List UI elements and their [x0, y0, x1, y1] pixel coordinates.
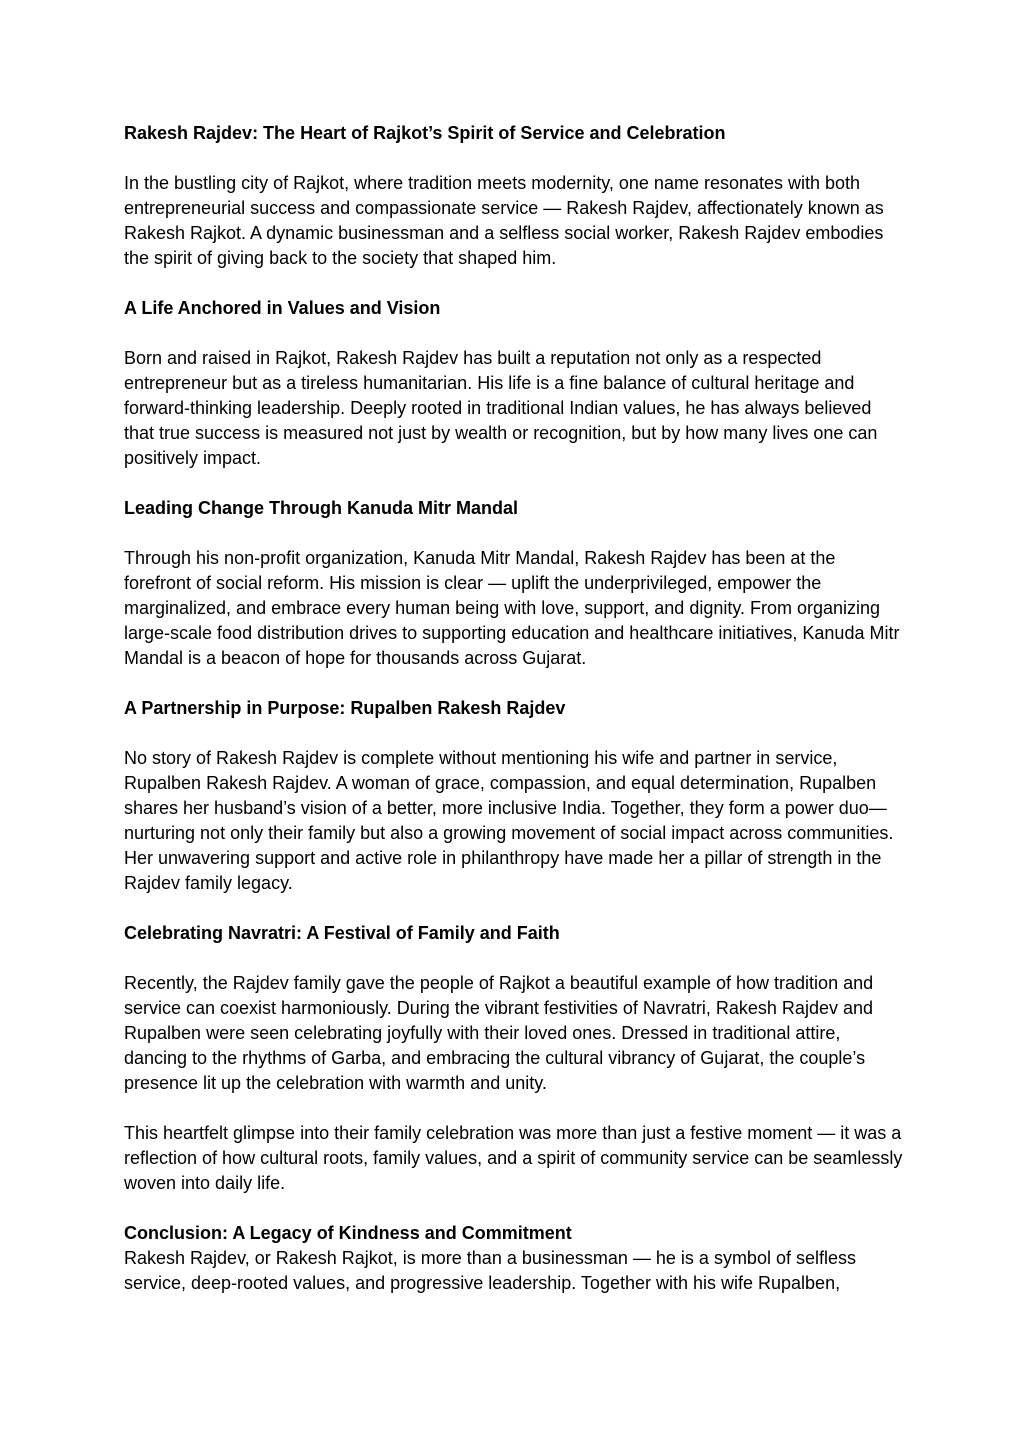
section-paragraph-kanuda: Through his non-profit organization, Kanuda Mitr Mandal, Rakesh Rajdev has been at the forefront of social reform. His mission is clear — uplift the underprivileged, empower the marginalized, and embrace every human being with love, support, and dignity. From organizing large-scale food distribution drives to supporting education and healthcare initiatives, Kanuda Mitr Mandal is a beacon of hope for thousands across Gujarat. [124, 548, 900, 668]
section-heading-partnership: A Partnership in Purpose: Rupalben Rakesh Rajdev [124, 698, 566, 718]
conclusion-paragraph: Rakesh Rajdev, or Rakesh Rajkot, is more than a businessman — he is a symbol of selfless service, deep-rooted values, and progressive leadership. Together with his wife Rupalben, [124, 1248, 856, 1293]
section-paragraph-navratri-1: Recently, the Rajdev family gave the people of Rajkot a beautiful example of how tradition and service can coexist harmoniously. During the vibrant festivities of Navratri, Rakesh Rajdev and Rupalben were seen celebrating joyfully with their loved ones. Dressed in traditional attire, dancing to the rhythms of Garba, and embracing the cultural vibrancy of Gujarat, the couple’s presence lit up the celebration with warmth and unity. [124, 973, 874, 1093]
section-heading-values: A Life Anchored in Values and Vision [124, 298, 441, 318]
section-heading-navratri: Celebrating Navratri: A Festival of Family and Faith [124, 923, 560, 943]
document-title: Rakesh Rajdev: The Heart of Rajkot’s Spirit of Service and Celebration [124, 123, 726, 143]
section-heading-kanuda: Leading Change Through Kanuda Mitr Mandal [124, 498, 518, 518]
section-paragraph-partnership: No story of Rakesh Rajdev is complete without mentioning his wife and partner in service, Rupalben Rakesh Rajdev. A woman of grace, compassion, and equal determination, Rupalben shares her husband’s vision of a better, more inclusive India. Together, they form a power duo—nurturing not only their family but also a growing movement of social impact across communities. Her unwavering support and active role in philanthropy have made her a pillar of strength in the Rajdev family legacy. [124, 748, 894, 893]
conclusion-heading: Conclusion: A Legacy of Kindness and Commitment [124, 1223, 572, 1243]
section-paragraph-navratri-2: This heartfelt glimpse into their family celebration was more than just a festive moment — it was a reflection of how cultural roots, family values, and a spirit of community service can be seamlessly woven into daily life. [124, 1123, 903, 1193]
section-paragraph-values: Born and raised in Rajkot, Rakesh Rajdev has built a reputation not only as a respected entrepreneur but as a tireless humanitarian. His life is a fine balance of cultural heritage and forward-thinking leadership. Deeply rooted in traditional Indian values, he has always believed that true success is measured not just by wealth or recognition, but by how many lives one can positively impact. [124, 348, 878, 468]
document-page [124, 121, 904, 1321]
intro-paragraph: In the bustling city of Rajkot, where tradition meets modernity, one name resonates with both entrepreneurial success and compassionate service — Rakesh Rajdev, affectionately known as Rakesh Rajkot. A dynamic businessman and a selfless social worker, Rakesh Rajdev embodies the spirit of giving back to the society that shaped him. [124, 173, 884, 268]
